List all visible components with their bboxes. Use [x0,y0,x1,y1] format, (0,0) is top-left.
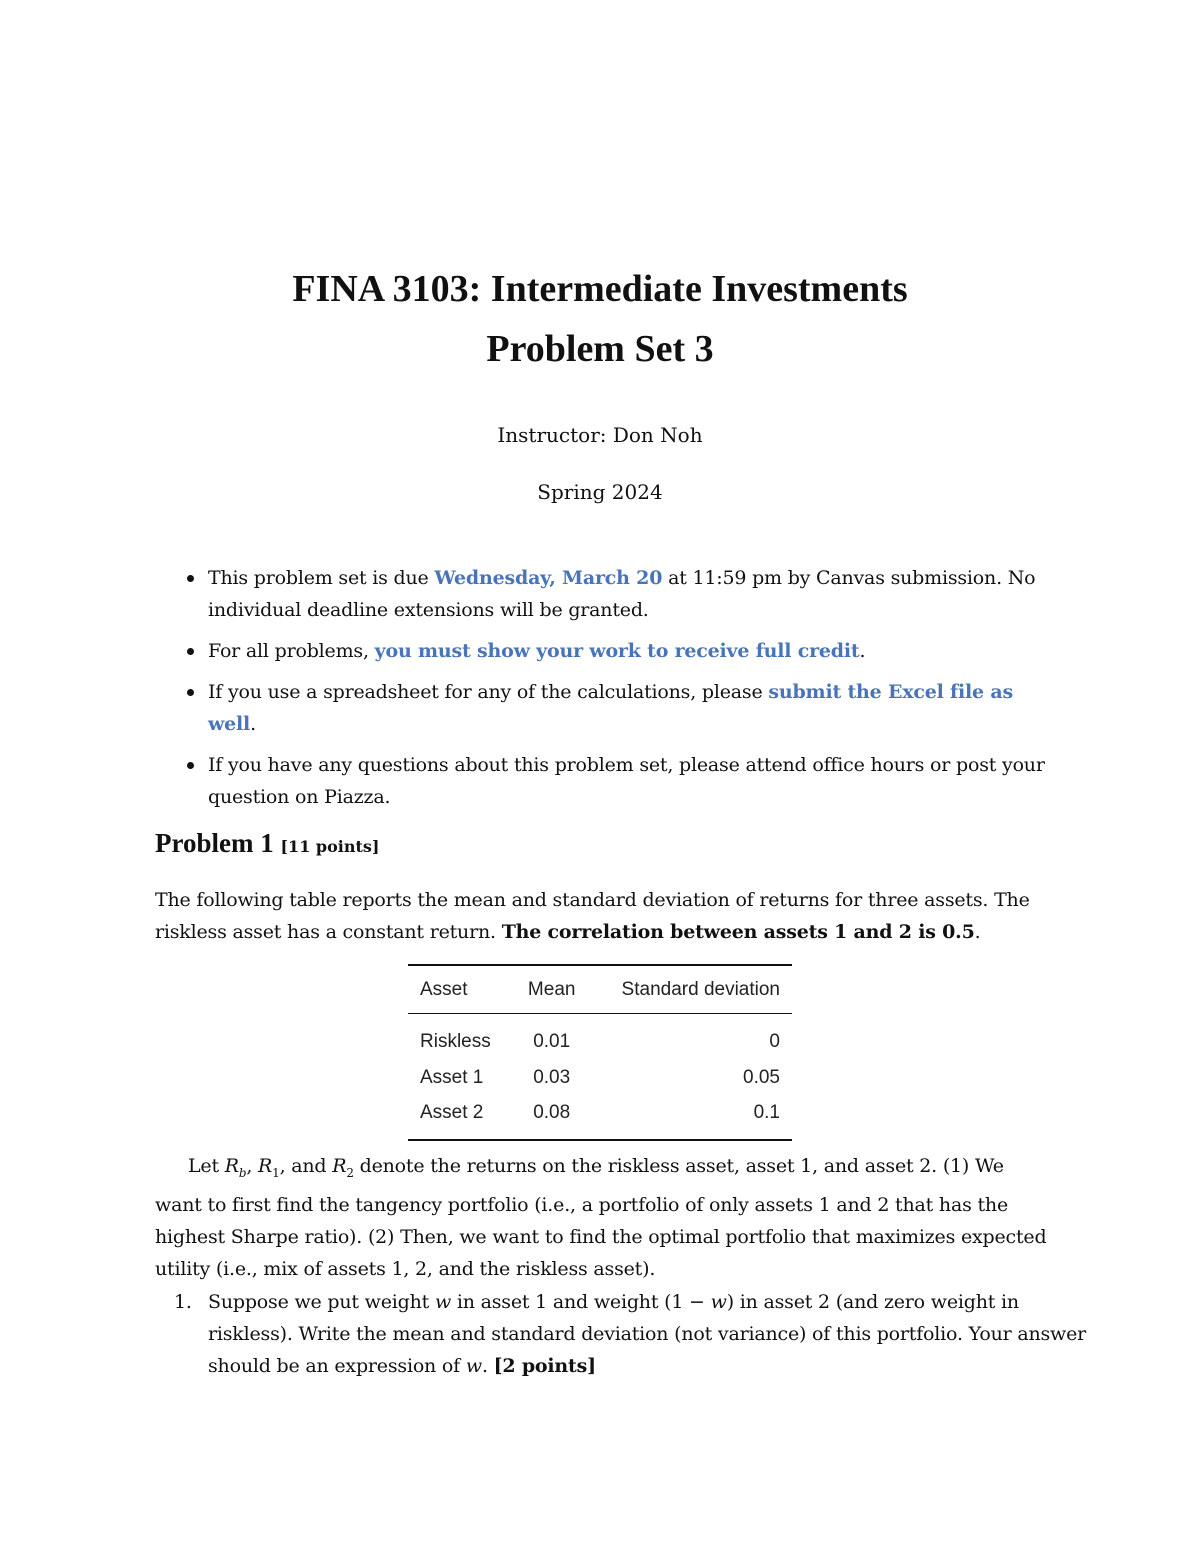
cell-mean: 0.08 [533,1102,571,1123]
math-r2 [332,1155,354,1180]
document-title: FINA 3103: Intermediate Investments [292,268,908,310]
math-subscript: b [238,1165,247,1180]
math-subscript: 2 [346,1165,354,1180]
question-text: Suppose we put weight [208,1291,435,1313]
cell-asset: Asset 2 [420,1102,484,1123]
term-line: Spring 2024 [537,480,663,504]
cell-std-dev: 0 [769,1031,780,1052]
cell-std-dev: 0.1 [753,1102,780,1123]
intro-text: The following table reports the mean and standard deviation of returns for three assets. The riskless asset has a constant return. [155,889,1030,943]
deadline-highlight: Wednesday, March 20 [434,567,663,589]
header-asset: Asset [420,978,468,1000]
cell-std-dev: 0.05 [743,1066,780,1088]
returns-paragraph [155,1150,1050,1285]
cell-mean: 0.01 [533,1031,571,1052]
header-std-dev: Standard deviation [621,978,780,1000]
bullet-icon [187,648,194,655]
math-w: w [434,1291,452,1313]
instruction-text: This problem set is due [208,567,435,589]
instruction-item [160,676,1050,740]
para-text: Let [188,1155,225,1177]
question-number: 1. [174,1291,192,1313]
asset-table [408,964,792,1141]
header-mean: Mean [527,978,576,1000]
instruction-text: If you use a spreadsheet for any of the calculations, please [208,681,769,703]
math-symbol: R [258,1155,273,1177]
cell-asset: Asset 1 [420,1066,484,1088]
question-1 [155,1286,1103,1382]
instruction-item [160,635,1050,667]
instruction-item [160,562,1050,626]
instruction-text: If you have any questions about this problem set, please attend office hours or post your question on Piazza. [208,754,1045,808]
problem-title: Problem 1 [155,828,274,858]
para-text: , [246,1155,259,1177]
math-w: w [465,1355,482,1377]
math-rb [224,1155,247,1180]
problem-intro [155,884,1050,948]
math-subscript: 1 [272,1165,280,1180]
table-header-row [408,965,792,1014]
math-r1 [258,1155,280,1180]
intro-end: . [974,921,981,943]
cell-asset: Riskless [420,1031,491,1052]
question-points: [2 points] [493,1355,596,1377]
math-symbol: R [332,1155,347,1177]
instructions-list [160,562,1050,822]
math-w: w [710,1291,727,1313]
table-row [408,1060,792,1095]
question-text: ) in asset 2 (and zero weight in riskless). Write the mean and standard deviation (not variance) of this portfolio. Your answer should be an expression of [208,1291,1087,1377]
bullet-icon [187,689,194,696]
bullet-icon [187,762,194,769]
problem-heading [155,826,379,864]
instruction-text: . [250,713,256,735]
cell-mean: 0.03 [533,1066,571,1088]
para-text: denote the returns on the riskless asset, asset 1, and asset 2. (1) We want to first find the tangency portfolio (i.e., a portfolio of only assets 1 and 2 that has the highest Sharpe ratio). (2) Then, we want to find the optimal portfolio that maximizes expected utility (i.e., mix of assets 1, 2, and the riskless asset). [155,1155,1047,1280]
instruction-text: . [859,640,866,662]
instruction-text: For all problems, [208,640,375,662]
excel-highlight: submit the Excel file as well [208,681,1013,735]
math-symbol: R [224,1155,239,1177]
para-text: , and [279,1155,333,1177]
document-subtitle: Problem Set 3 [486,328,714,370]
bullet-icon [187,575,194,582]
question-text: . [481,1355,494,1377]
table-row [408,1014,792,1061]
problem-points: [11 points] [280,837,380,856]
instruction-item [160,749,1050,813]
instruction-text: at 11:59 pm by Canvas submission. No individual deadline extensions will be granted. [208,567,1036,621]
correlation-statement: The correlation between assets 1 and 2 is 0.5 [501,921,975,943]
table-row [408,1095,792,1140]
question-text: in asset 1 and weight (1 − [451,1291,711,1313]
show-work-highlight: you must show your work to receive full credit [374,640,860,662]
instructor-line: Instructor: Don Noh [497,423,703,447]
